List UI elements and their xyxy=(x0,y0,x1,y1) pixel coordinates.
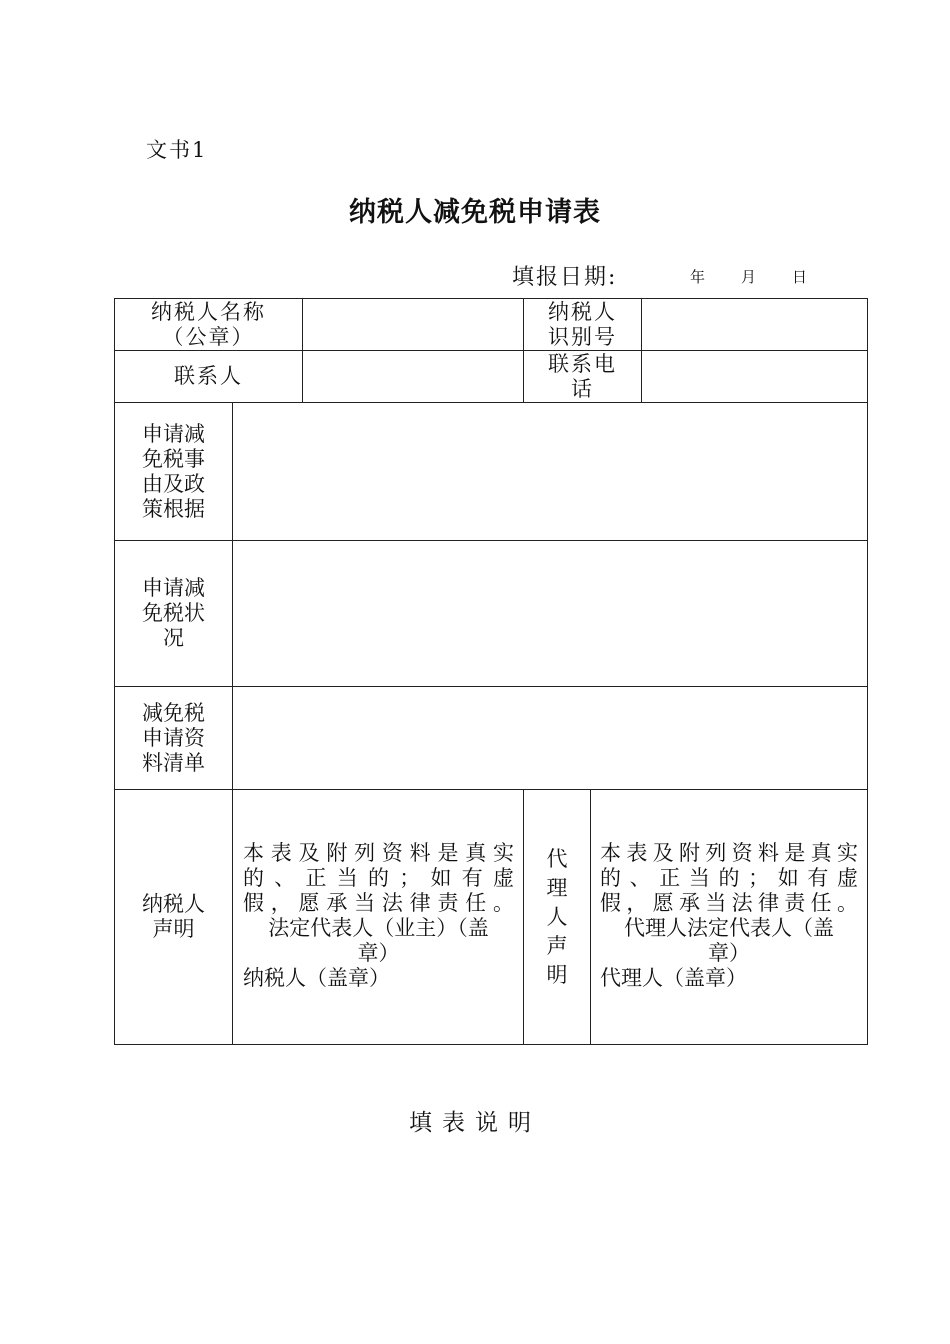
declaration-line: 本表及附列资料是真实 xyxy=(243,841,514,865)
declaration-line: 的、正当的；如有虚 xyxy=(243,866,514,890)
label-line: 由及政 xyxy=(142,471,205,496)
label-line: 申请资 xyxy=(142,725,205,750)
label-line: 申请减 xyxy=(142,421,205,446)
agent-declaration-label xyxy=(524,790,590,1044)
label-line: 免税状 xyxy=(142,601,205,625)
label-char: 代 xyxy=(546,846,568,871)
reason-field[interactable] xyxy=(233,403,867,540)
label-line: 申请减 xyxy=(142,576,205,600)
column-divider xyxy=(590,789,591,1045)
declaration-line: 假，愿承当法律责任。 xyxy=(600,891,858,915)
declaration-line: 代理人法定代表人（盖 xyxy=(624,916,834,940)
contact-person-field[interactable] xyxy=(303,351,523,402)
taxpayer-declaration-text xyxy=(243,841,514,991)
declaration-line: 本表及附列资料是真实 xyxy=(600,841,858,865)
label-line: 联系人 xyxy=(174,364,243,388)
label-char: 声 xyxy=(546,933,568,958)
agent-declaration-text xyxy=(600,841,858,991)
label-line: 声明 xyxy=(152,917,195,941)
label-line: （公章） xyxy=(162,324,255,349)
date-day-label: 日 xyxy=(792,268,808,286)
label-line: 联系电 xyxy=(548,351,617,376)
materials-label xyxy=(115,687,232,789)
application-form-table xyxy=(114,298,868,1045)
contact-phone-label xyxy=(524,351,641,402)
label-line: 纳税人 xyxy=(548,299,617,324)
document-number: 文书1 xyxy=(146,138,208,162)
label-line: 话 xyxy=(571,376,594,401)
declaration-line: 的、正当的；如有虚 xyxy=(600,866,858,890)
taxpayer-id-label xyxy=(524,299,641,350)
label-char: 明 xyxy=(546,962,568,987)
instructions-heading: 填表说明 xyxy=(409,1110,541,1136)
taxpayer-id-field[interactable] xyxy=(642,299,867,350)
declaration-line: 纳税人（盖章） xyxy=(243,966,390,990)
taxpayer-declaration-label xyxy=(115,790,232,1044)
label-line: 免税事 xyxy=(142,446,205,471)
date-month-label: 月 xyxy=(741,268,757,286)
reason-label xyxy=(115,403,232,540)
form-title: 纳税人减免税申请表 xyxy=(349,197,601,228)
declaration-line: 章） xyxy=(708,941,750,965)
label-char: 理 xyxy=(546,875,568,900)
status-field[interactable] xyxy=(233,541,867,686)
fill-date-label: 填报日期: xyxy=(512,265,618,290)
declaration-line: 章） xyxy=(357,941,400,965)
label-line: 纳税人名称 xyxy=(151,299,266,324)
declaration-line: 代理人（盖章） xyxy=(600,966,747,990)
label-line: 识别号 xyxy=(548,324,617,349)
label-line: 况 xyxy=(163,626,184,650)
declaration-line: 假，愿承当法律责任。 xyxy=(243,891,514,915)
contact-person-label xyxy=(115,351,302,402)
label-line: 减免税 xyxy=(142,700,205,725)
date-year-label: 年 xyxy=(690,268,706,286)
declaration-line: 法定代表人（业主）（盖 xyxy=(268,916,489,940)
contact-phone-field[interactable] xyxy=(642,351,867,402)
status-label xyxy=(115,541,232,686)
label-line: 料清单 xyxy=(142,750,205,775)
label-line: 策根据 xyxy=(142,496,205,521)
materials-field[interactable] xyxy=(233,687,867,789)
table-border-bottom xyxy=(114,1044,868,1045)
label-char: 人 xyxy=(546,904,568,929)
taxpayer-name-field[interactable] xyxy=(303,299,523,350)
taxpayer-name-label xyxy=(115,299,302,350)
label-line: 纳税人 xyxy=(142,892,205,916)
table-border-right xyxy=(867,298,868,1045)
